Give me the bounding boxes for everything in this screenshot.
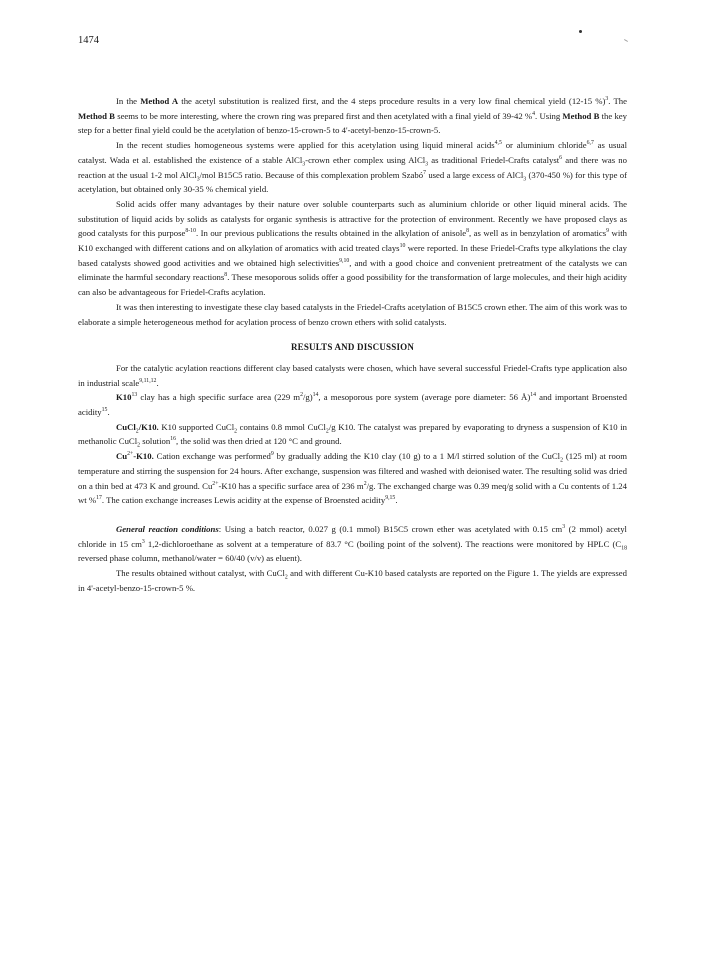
section-heading: RESULTS AND DISCUSSION xyxy=(290,342,415,353)
scan-mark xyxy=(624,39,628,42)
text-run: , and with a good choice and convenient pretreatment of the catalysts we can eliminate the harmful secondary reactions xyxy=(78,257,627,283)
superscript: 14 xyxy=(312,392,319,399)
emphasis-text: /K10. xyxy=(138,421,159,432)
text-run: -K10 has a specific surface area of 236 m xyxy=(218,480,364,491)
paragraph-aim xyxy=(78,300,627,329)
emphasis-text: Cu xyxy=(116,451,128,462)
superscript: 6,7 xyxy=(586,140,594,147)
superscript: 15 xyxy=(101,407,108,414)
text-run: . The cation exchange increases Lewis acidity at the expense of Broensted acidity xyxy=(101,495,386,506)
text-run: /mol B15C5 ratio. Because of this complexation problem Szabó xyxy=(199,169,424,180)
superscript: 4,5 xyxy=(494,140,502,147)
text-run: . xyxy=(395,495,398,506)
text-run: . The xyxy=(608,96,627,106)
text-run: as usual catalyst. Wada et al. established the existence of a stable AlCl xyxy=(78,140,628,165)
page-number: 1474 xyxy=(78,35,99,46)
text-run: reversed phase column, methanol/water = 60/40 (v/v) as eluent). xyxy=(78,553,302,564)
text-run: In the xyxy=(116,96,141,106)
subscript: 3 xyxy=(523,176,527,183)
superscript: 9 xyxy=(606,228,610,235)
text-run: (2 mmol) acetyl chloride in 15 cm xyxy=(78,523,627,549)
text-run: contains 0.8 mmol CuCl xyxy=(237,421,326,432)
text-run: /g. The exchanged charge was 0.39 meq/g solid with a Cu contents of 1.24 wt % xyxy=(78,480,627,506)
text-run: the acetyl substitution is realized first, and the 4 steps procedure results in a very low final chemical yield (12-15 %) xyxy=(178,96,606,106)
scan-speck xyxy=(579,30,582,33)
superscript: 16 xyxy=(170,436,176,443)
paragraph-solid-acids xyxy=(78,197,627,300)
emphasis-text: Method A xyxy=(140,96,179,106)
text-run: The results obtained without catalyst, with CuCl xyxy=(116,568,285,579)
text-run: . Using xyxy=(535,110,563,121)
superscript: 10 xyxy=(399,243,406,250)
text-run: . These mesoporous solids offer a good possibility for the transformation of large molecules, and their high acidity can also be advantageous for Friedel-Crafts acylation. xyxy=(78,272,628,298)
superscript: 8 xyxy=(224,272,228,279)
superscript: 8 xyxy=(466,228,470,235)
emphasis-text: Method B xyxy=(78,110,115,121)
text-run: /g K10. The catalyst was prepared by evaporating to dryness a suspension of K10 in methanolic CuCl xyxy=(78,421,627,447)
text-run: 1,2-dichloroethane as solvent at a temperature of 83.7 °C (boiling point of the solvent). The reactions were monitored by HPLC (C xyxy=(144,538,622,549)
text-run: seems to be more interesting, where the crown ring was prepared first and then acetylated with a final yield of 39-42 % xyxy=(114,110,533,121)
text-run: For the catalytic acylation reactions different clay based catalysts were chosen, which have several successful Friedel-Crafts type application also in industrial scale xyxy=(78,362,627,388)
subscript: 3 xyxy=(302,161,306,168)
subscript: 2 xyxy=(135,428,139,435)
emphasis-text: Method B xyxy=(562,110,600,121)
subscript: 3 xyxy=(425,161,429,168)
superscript: 9 xyxy=(270,451,274,458)
text-run: Cation exchange was performed xyxy=(153,451,271,462)
superscript: 14 xyxy=(530,392,537,399)
text-run: Solid acids offer many advantages by their nature over soluble counterparts such as aluminium chloride or other liquid mineral acids. The substitution of liquid acids by solids as catalysts for organic synthesis is attractive for the protection of environment. Recently we have proposed clays as good catalysts for this purpose xyxy=(78,198,627,239)
paragraph-catalyst-choice xyxy=(78,361,627,390)
text-run: with K10 exchanged with different cations and on alkylation of aromatics with acid treated clays xyxy=(78,228,627,254)
text-run: (370-450 %) for this type of acetylation, but obtained only 30-35 % chemical yield. xyxy=(78,169,628,195)
text-run: It was then interesting to investigate these clay based catalysts in the Friedel-Crafts acetylation of B15C5 crown ether. The aim of this work was to elaborate a simple heterogeneous method for acylation process of benzo crown ethers with solid catalysts. xyxy=(78,301,627,327)
text-run: were reported. In these Friedel-Crafts type alkylations the clay based catalysts showed good activities and we obtained high selectivities xyxy=(78,243,627,268)
text-run: K10 supported CuCl xyxy=(158,421,235,432)
text-run: In the recent studies homogeneous systems were applied for this acetylation using liquid mineral acids xyxy=(116,140,495,151)
text-run: : Using a batch reactor, 0.027 g (0.1 mmol) B15C5 crown ether was acetylated with 0.15 cm xyxy=(218,523,563,534)
text-run: solution xyxy=(140,436,171,447)
subscript: 18 xyxy=(621,545,627,552)
paragraph-k10 xyxy=(78,390,627,419)
superscript: 2 xyxy=(300,392,303,399)
text-run: and with different Cu-K10 based catalysts are reported on the Figure 1. The yields are expressed in 4'-acetyl-benzo-15-crown-5 %. xyxy=(78,568,627,593)
text-run: the key step for a better final yield could be the acetylation of benzo-15-crown-5 to 4'-acetyl-benzo-15-crown-5. xyxy=(78,110,627,136)
superscript: 2+ xyxy=(212,480,219,487)
superscript: 9,11,12 xyxy=(139,377,157,384)
text-run: clay has a high specific surface area (229 m xyxy=(137,392,301,403)
article-body xyxy=(78,94,627,596)
paragraph-methods xyxy=(78,94,627,138)
superscript: 7 xyxy=(423,169,426,176)
subscript: 3 xyxy=(196,176,200,183)
text-run: , a mesoporous pore system (average pore diameter: 56 Å) xyxy=(318,392,531,403)
paragraph-homogeneous-catalysis xyxy=(78,138,627,197)
superscript: 9,15 xyxy=(385,495,396,502)
emphasis-text: K10 xyxy=(116,392,132,403)
subscript: 2 xyxy=(560,457,563,464)
superscript: 3 xyxy=(605,96,609,103)
text-run: . xyxy=(156,377,159,388)
superscript: 4 xyxy=(532,110,536,117)
text-run: by gradually adding the K10 clay (10 g) to a 1 M/l stirred solution of the CuCl xyxy=(273,451,561,462)
text-run: , the solid was then dried at 120 °C and ground. xyxy=(176,436,342,447)
paragraph-results xyxy=(78,566,627,595)
superscript: 17 xyxy=(96,495,102,502)
text-run: , as well as in benzylation of aromatics xyxy=(469,228,607,239)
superscript: 3 xyxy=(562,524,566,531)
superscript: 2 xyxy=(363,480,367,487)
paragraph-cucl2-k10 xyxy=(78,420,627,449)
text-run: or aluminium chloride xyxy=(501,140,587,151)
emphasis-text: -K10. xyxy=(133,451,154,462)
paragraph-reaction-conditions xyxy=(78,522,627,566)
subscript: 2 xyxy=(234,428,238,435)
superscript: 3 xyxy=(141,538,145,545)
text-run: and there was no reaction at the usual 1-2 mol AlCl xyxy=(78,154,627,180)
superscript: 13 xyxy=(131,392,138,399)
subscript: 2 xyxy=(284,574,288,581)
superscript: 8-10 xyxy=(185,228,196,235)
superscript: 2+ xyxy=(127,451,134,458)
subscript: 2 xyxy=(137,443,141,450)
text-run: (125 ml) at room temperature and stirring the suspension for 24 hours. After exchange, suspension was filtered and washed with deionised water. The resulting solid was dried on a thin bed at 473 K and ground. Cu xyxy=(78,451,627,491)
text-run: and important Broensted acidity xyxy=(78,392,627,418)
emphasis-text: CuCl xyxy=(116,421,136,432)
text-run: . In our previous publications the results obtained in the alkylation of anisole xyxy=(195,228,467,239)
text-run: -crown ether complex using AlCl xyxy=(305,154,426,165)
superscript: 6 xyxy=(559,154,563,161)
text-run: /g) xyxy=(302,392,313,403)
text-run: . xyxy=(107,407,110,418)
emphasis-text: General reaction conditions xyxy=(116,523,219,534)
subscript: 2 xyxy=(325,428,329,435)
text-run: as traditional Friedel-Crafts catalyst xyxy=(428,154,560,165)
text-run: used a large excess of AlCl xyxy=(425,169,524,180)
paragraph-cu-k10 xyxy=(78,449,627,508)
superscript: 9,10 xyxy=(339,257,350,264)
